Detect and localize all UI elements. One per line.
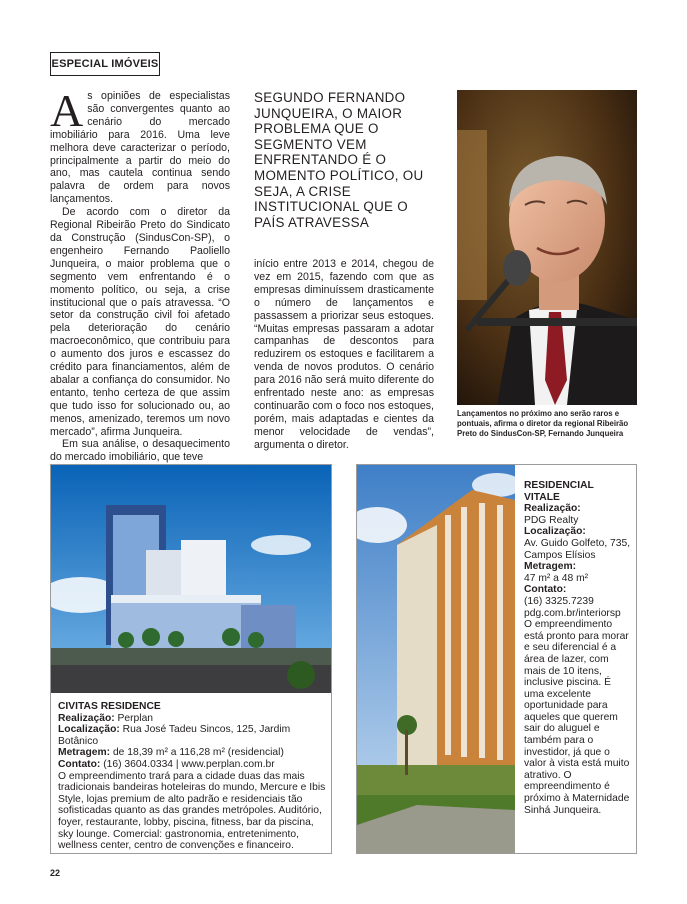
article-column-1 <box>50 85 230 464</box>
vitale-contato-label: Contato: <box>524 584 567 596</box>
article-column-2 <box>254 258 434 452</box>
vitale-realizacao-label: Realização: <box>524 503 581 515</box>
section-tag: ESPECIAL IMÓVEIS <box>50 52 160 76</box>
vitale-photo <box>357 465 515 853</box>
vitale-localizacao-label: Localização: <box>524 526 586 538</box>
article-paragraph-2: De acordo com o diretor da Regional Ribeirão Preto do Sindicato da Construção (SindusCon-SP), o engenheiro Fernando Paoliello Junqueira, o maior problema que o segmento vem enfrentando é o momento político, ou seja, a crise institucional que o país atravessa. “O setor da construção civil foi afetado pela deterioração do cenário macroeconômico, que contribuiu para o aumento dos juros e escassez do crédito para financiamentos, além de abalar a confiança do consumidor. No entanto, tenho certeza de que assim que tudo isso for solucionado ou, ao menos, amenizado, teremos um novo mercado”, afirma Junqueira. <box>50 206 230 438</box>
drop-cap: A <box>50 85 84 136</box>
civitas-photo <box>51 465 331 693</box>
portrait-photo <box>457 90 637 405</box>
pull-quote: SEGUNDO FERNANDO JUNQUEIRA, O MAIOR PROBLEMA QUE O SEGMENTO VEM ENFRENTANDO É O MOMENTO POLÍTICO, OU SEJA, A CRISE INSTITUCIONAL QUE O PAÍS ATRAVESSA <box>254 90 424 230</box>
vitale-details <box>524 480 632 816</box>
article-paragraph-3: Em sua análise, o desaquecimento do mercado imobiliário, que teve <box>50 438 230 464</box>
civitas-contato: Contato: (16) 3604.0334 | www.perplan.com.br <box>58 758 275 770</box>
vitale-description: O empreendimento está pronto para morar e seu diferencial é a área de lazer, com mais de 10 itens, inclusive piscina. É uma excelente oportunidade para aqueles que querem sair do aluguel e também para o investidor, já que o valor à vista está muito atrativo. O empreendimento é próximo à Maternidade Sinhá Junqueira. <box>524 619 630 816</box>
vitale-contato-web: pdg.com.br/interiorsp <box>524 607 621 619</box>
civitas-title: CIVITAS RESIDENCE <box>58 701 161 712</box>
civitas-realizacao: Realização: Perplan <box>58 712 154 724</box>
photo-caption: Lançamentos no próximo ano serão raros e pontuais, afirma o diretor da regional Ribeirão Preto do SindusCon-SP, Fernando Junqueira <box>457 409 629 438</box>
page-number: 22 <box>50 868 61 878</box>
vitale-localizacao: Av. Guido Golfeto, 735, Campos Elísios <box>524 537 631 561</box>
vitale-title: RESIDENCIAL VITALE <box>524 480 594 503</box>
vitale-contato-phone: (16) 3325.7239 <box>524 595 594 607</box>
article-paragraph-1: As opiniões de especialistas são convergentes quanto ao cenário do mercado imobiliário para 2016. Uma leve melhora deve caracterizar o período, principalmente a partir do meio do ano, mas cautela continua sendo palavra de ordem para novos lançamentos. <box>50 85 230 206</box>
civitas-details <box>58 701 326 852</box>
vitale-metragem-label: Metragem: <box>524 561 577 573</box>
vitale-realizacao: PDG Realty <box>524 514 579 526</box>
civitas-description: O empreendimento trará para a cidade duas das mais tradicionais bandeiras hoteleiras do mundo, Mercure e Ibis Style, lojas premium de alto padrão e residenciais tão sofisticadas quanto as das grandes metrópoles. Auditório, foyer, restaurante, lobby, piscina, fitness, bar da piscina, sky lounge. Comercial: gastronomia, entretenimento, wellness center, centro de convenções e financeiro. <box>58 770 326 852</box>
civitas-localizacao: Localização: Rua José Tadeu Sincos, 125, Jardim Botânico <box>58 724 291 747</box>
vitale-metragem: 47 m² a 48 m² <box>524 572 589 584</box>
vitale-box <box>356 464 637 854</box>
civitas-box <box>50 464 332 854</box>
article-paragraph-4: início entre 2013 e 2014, chegou de vez em 2015, fazendo com que as empresas diminuíssem drasticamente o número de lançamentos e passassem a priorizar seus estoques. “Muitas empresas passaram a adotar campanhas de descontos para reduzirem os estoques e facilitarem a venda de novos produtos. O cenário para 2016 não será muito diferente do enfrentado neste ano: as empresas continuarão com o foco nos estoques, porém, mais adaptadas e cientes da menor velocidade de vendas”, argumenta o diretor. <box>254 258 434 451</box>
civitas-metragem: Metragem: de 18,39 m² a 116,28 m² (residencial) <box>58 747 284 759</box>
